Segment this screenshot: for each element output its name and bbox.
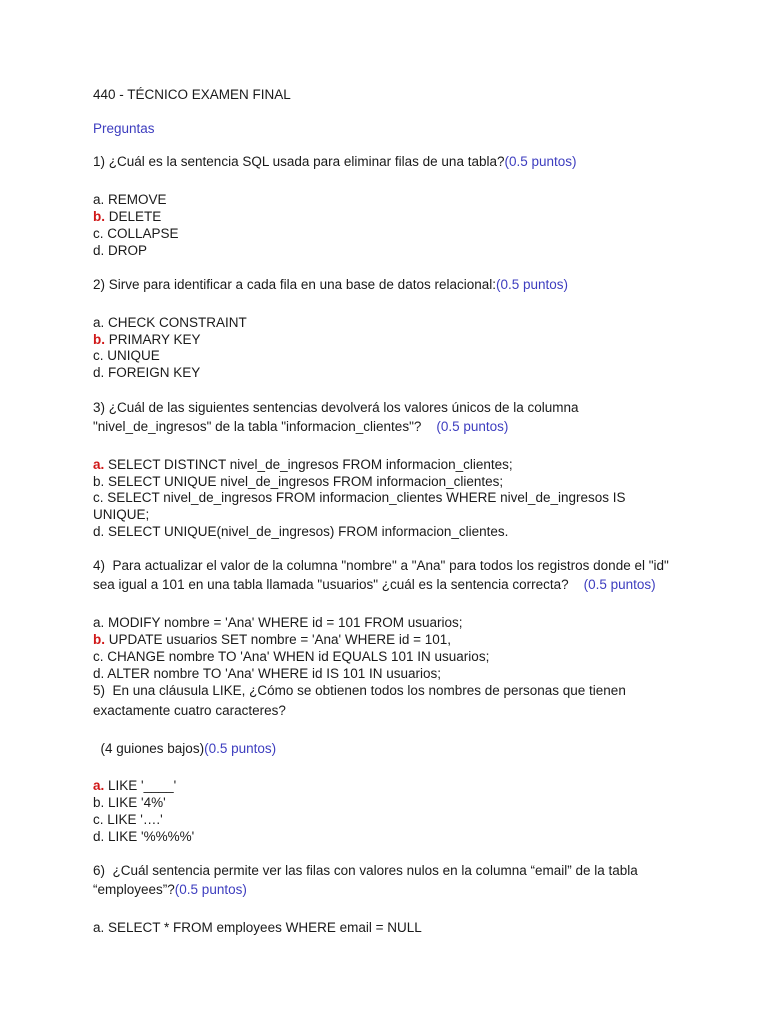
question-6-prompt-line-1: 6) ¿Cuál sentencia permite ver las filas con valores nulos en la columna “email” de la tabla — [93, 863, 638, 878]
option-letter: d. — [93, 829, 105, 844]
option-letter: a. — [93, 315, 105, 330]
question-5-option-b — [93, 794, 166, 811]
question-3-option-c-continued: UNIQUE; — [93, 507, 150, 522]
question-2-prompt — [93, 276, 568, 293]
correct-option-letter: a. — [93, 457, 105, 472]
note-text: (4 guiones bajos) — [93, 741, 205, 756]
question-text: 1) ¿Cuál es la sentencia SQL usada para eliminar filas de una tabla? — [93, 154, 505, 169]
option-letter: d. — [93, 243, 105, 258]
question-3-option-a — [93, 456, 513, 473]
question-text: sea igual a 101 en una tabla llamada "usuarios" ¿cuál es la sentencia correcta? — [93, 577, 569, 592]
option-text: SELECT * FROM employees WHERE email = NULL — [104, 920, 422, 935]
option-text: CHECK CONSTRAINT — [104, 315, 247, 330]
question-1-prompt — [93, 153, 577, 170]
question-4-prompt-line-1: 4) Para actualizar el valor de la columna "nombre" a "Ana" para todos los registros donde el "id" — [93, 558, 669, 573]
option-letter: c. — [93, 812, 104, 827]
option-letter: c. — [93, 348, 104, 363]
points-label: (0.5 puntos) — [204, 741, 277, 756]
option-letter: c. — [93, 649, 104, 664]
question-4-option-b — [93, 631, 451, 648]
option-letter: c. — [93, 490, 104, 505]
option-text: SELECT nivel_de_ingresos FROM informacion_clientes WHERE nivel_de_ingresos IS — [103, 490, 626, 505]
correct-option-letter: a. — [93, 778, 105, 793]
option-letter: a. — [93, 192, 105, 207]
option-letter: d. — [93, 524, 105, 539]
option-text: SELECT UNIQUE nivel_de_ingresos FROM informacion_clientes; — [104, 474, 504, 489]
question-3-prompt-line-2 — [93, 418, 508, 435]
option-text: DELETE — [105, 209, 162, 224]
option-text: PRIMARY KEY — [105, 332, 201, 347]
option-text: LIKE '%%%%' — [104, 829, 195, 844]
document-title: 440 - TÉCNICO EXAMEN FINAL — [93, 87, 291, 102]
option-text: DROP — [104, 243, 148, 258]
option-text: COLLAPSE — [103, 226, 179, 241]
option-letter: a. — [93, 615, 105, 630]
question-1-option-b — [93, 208, 161, 225]
question-3-prompt-line-1: 3) ¿Cuál de las siguientes sentencias devolverá los valores únicos de la columna — [93, 400, 579, 415]
option-text: MODIFY nombre = 'Ana' WHERE id = 101 FROM usuarios; — [104, 615, 463, 630]
option-text: UNIQUE — [103, 348, 160, 363]
question-2-option-d — [93, 364, 200, 381]
option-text: LIKE '____' — [104, 778, 177, 793]
points-label: (0.5 puntos) — [504, 154, 577, 169]
option-text: FOREIGN KEY — [104, 365, 201, 380]
question-5-option-a — [93, 777, 176, 794]
option-letter: b. — [93, 474, 105, 489]
correct-option-letter: b. — [93, 209, 105, 224]
question-5-note — [93, 740, 276, 757]
question-5-option-d — [93, 828, 194, 845]
option-letter: d. — [93, 365, 105, 380]
question-5-option-c — [93, 811, 163, 828]
question-4-prompt-line-2 — [93, 576, 656, 593]
option-letter: c. — [93, 226, 104, 241]
question-2-option-c — [93, 347, 160, 364]
points-label: (0.5 puntos) — [174, 882, 247, 897]
question-1-option-c — [93, 225, 179, 242]
points-label: (0.5 puntos) — [436, 419, 509, 434]
option-letter: a. — [93, 920, 105, 935]
question-4-option-c — [93, 648, 489, 665]
points-label: (0.5 puntos) — [583, 577, 656, 592]
correct-option-letter: b. — [93, 632, 105, 647]
question-3-option-c — [93, 489, 626, 506]
question-6-option-a — [93, 919, 422, 936]
option-text: ALTER nombre TO 'Ana' WHERE id IS 101 IN usuarios; — [104, 666, 442, 681]
option-text: SELECT UNIQUE(nivel_de_ingresos) FROM informacion_clientes. — [104, 524, 509, 539]
question-1-option-a — [93, 191, 167, 208]
option-text: LIKE '….' — [103, 812, 163, 827]
question-3-option-d — [93, 523, 508, 540]
question-2-option-b — [93, 331, 201, 348]
question-5-prompt-line-2: exactamente cuatro caracteres? — [93, 703, 286, 718]
question-4-option-a — [93, 614, 463, 631]
option-text: LIKE '4%' — [104, 795, 166, 810]
question-1-option-d — [93, 242, 147, 259]
question-text: “employees”? — [93, 882, 175, 897]
question-3-option-b — [93, 473, 503, 490]
question-text: 2) Sirve para identificar a cada fila en una base de datos relacional: — [93, 277, 496, 292]
question-4-option-d — [93, 665, 441, 682]
section-heading: Preguntas — [93, 121, 155, 136]
option-text: UPDATE usuarios SET nombre = 'Ana' WHERE id = 101, — [105, 632, 452, 647]
question-5-prompt-line-1: 5) En una cláusula LIKE, ¿Cómo se obtienen todos los nombres de personas que tienen — [93, 683, 626, 698]
question-2-option-a — [93, 314, 247, 331]
option-letter: b. — [93, 795, 105, 810]
points-label: (0.5 puntos) — [496, 277, 569, 292]
option-text: SELECT DISTINCT nivel_de_ingresos FROM informacion_clientes; — [104, 457, 513, 472]
option-text: CHANGE nombre TO 'Ana' WHEN id EQUALS 101 IN usuarios; — [103, 649, 490, 664]
question-6-prompt-line-2 — [93, 881, 247, 898]
option-text: REMOVE — [104, 192, 167, 207]
option-letter: d. — [93, 666, 105, 681]
correct-option-letter: b. — [93, 332, 105, 347]
question-text: "nivel_de_ingresos" de la tabla "informacion_clientes"? — [93, 419, 422, 434]
